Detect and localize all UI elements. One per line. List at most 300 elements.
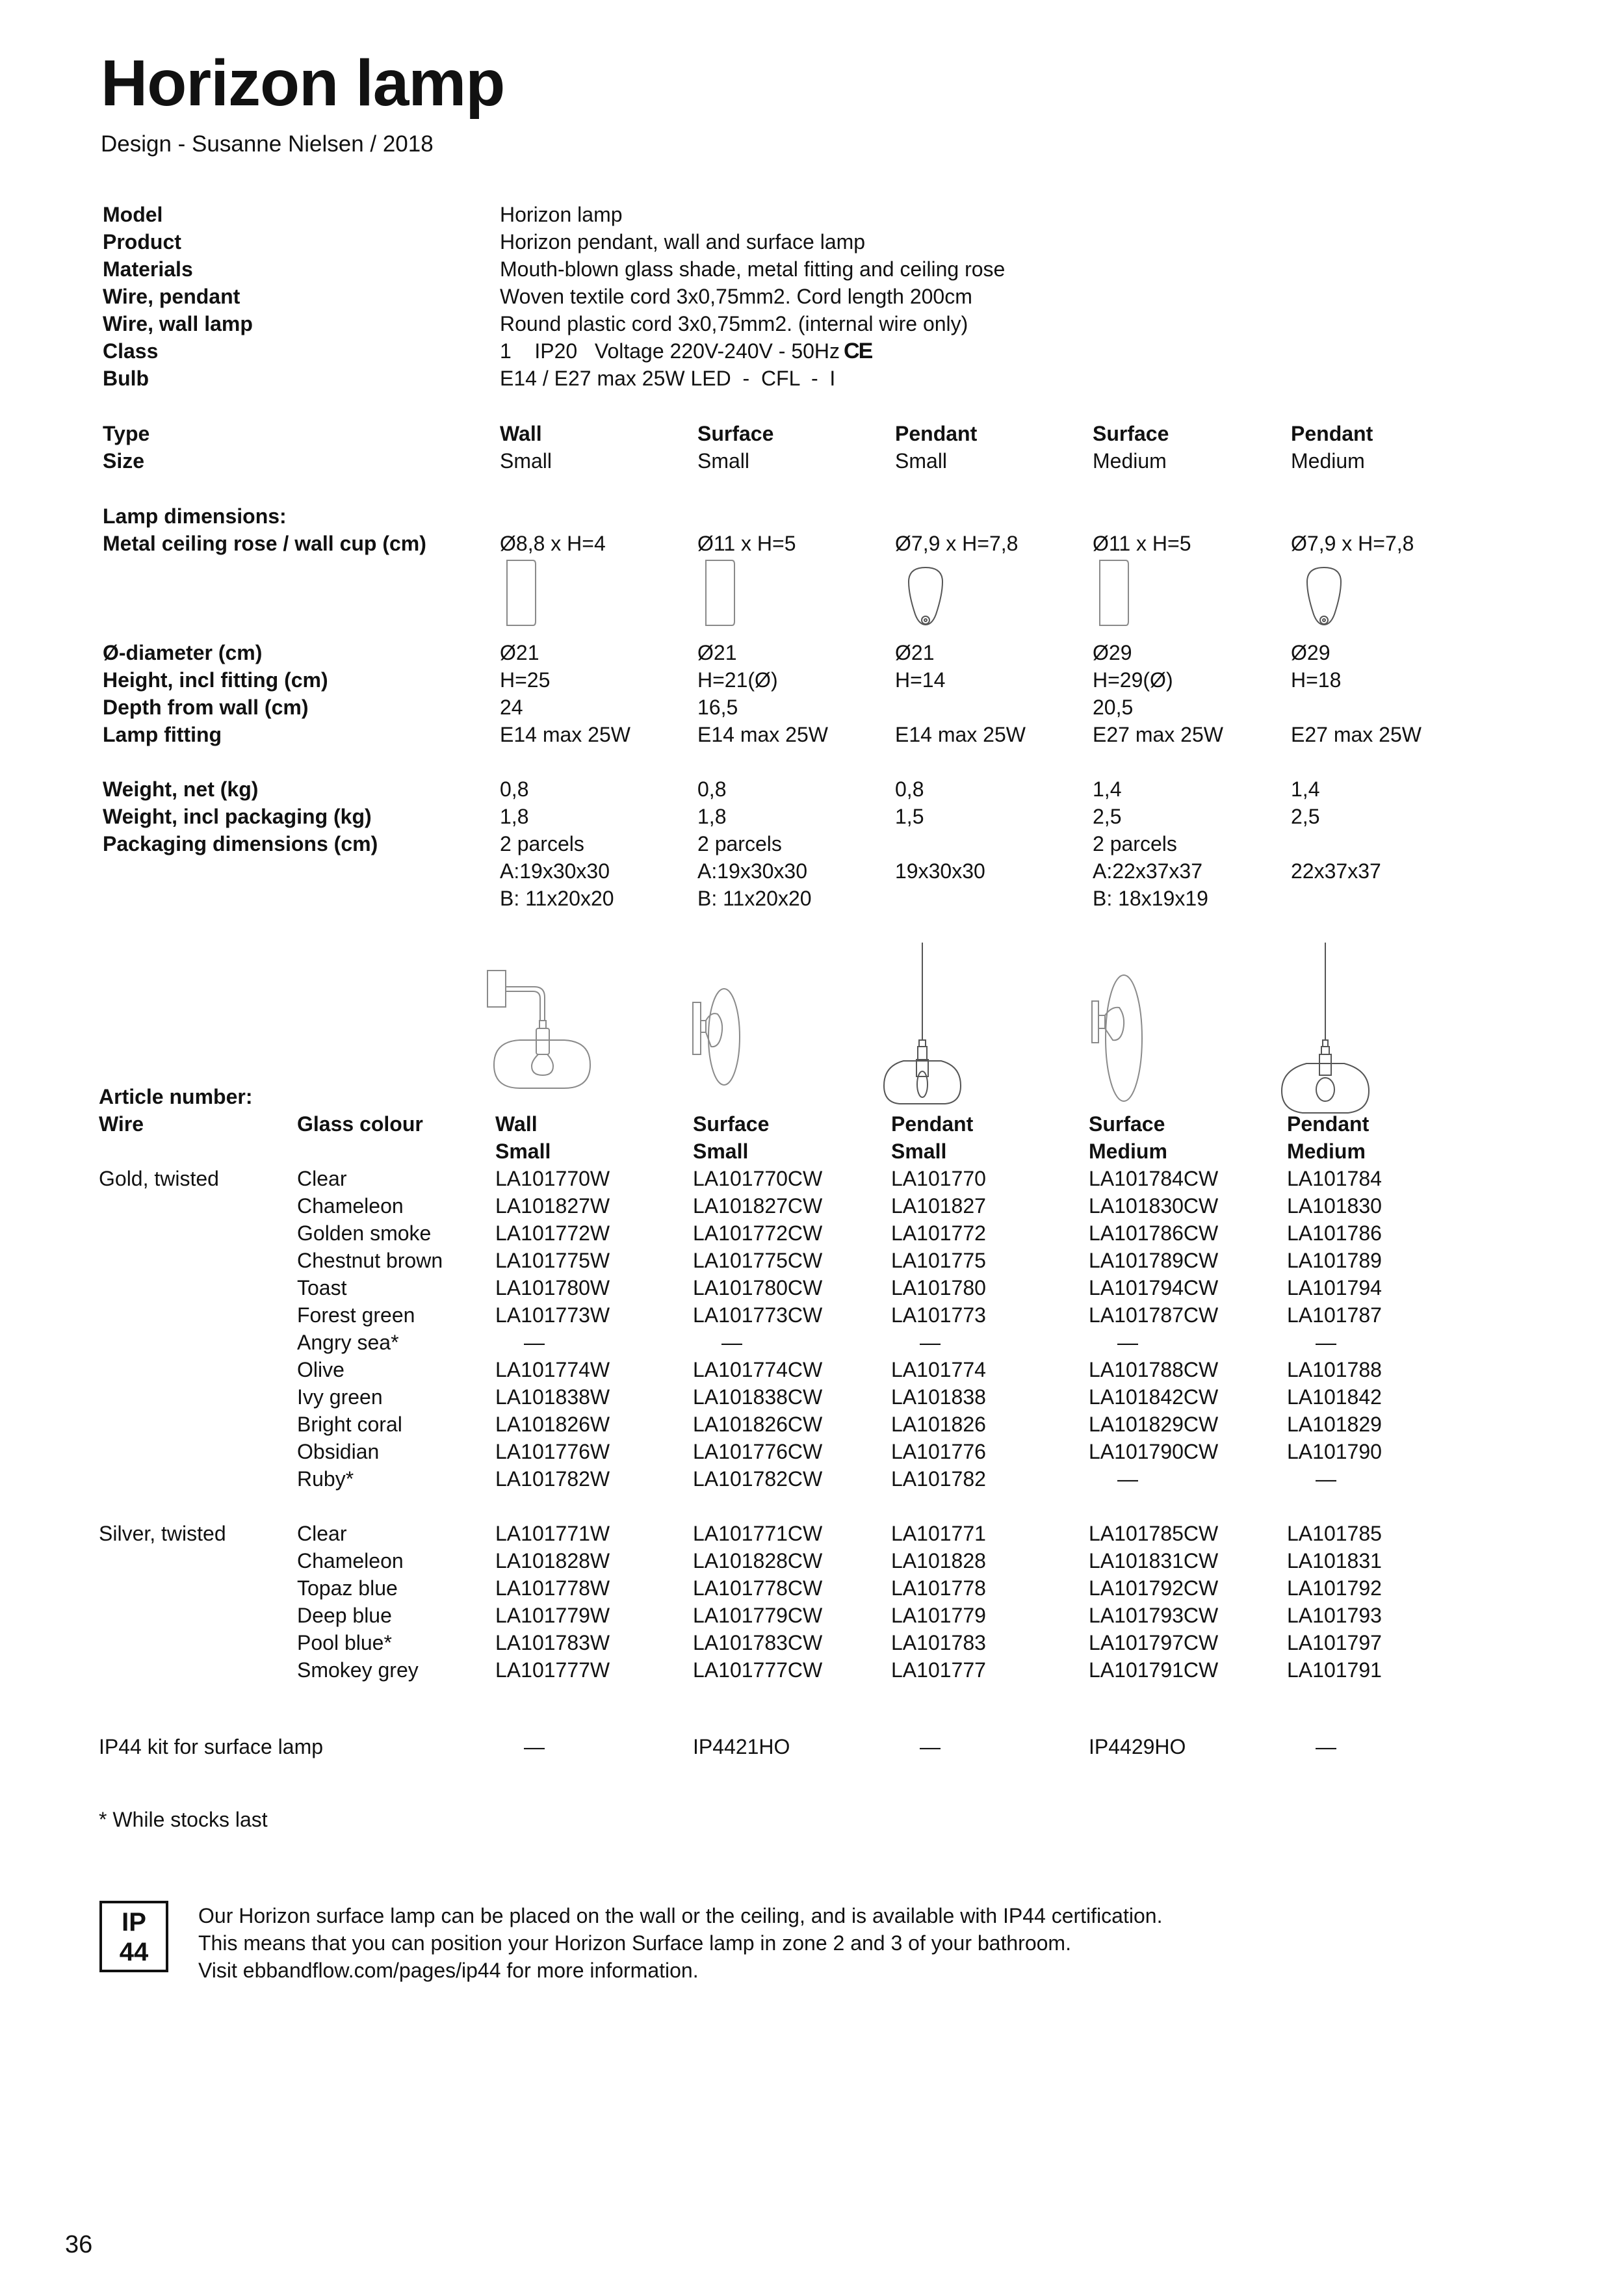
article-code-cell — [495, 1411, 610, 1438]
weight-cell: 2,5 — [1093, 805, 1122, 828]
article-code: LA101838 — [891, 1385, 986, 1409]
article-row — [0, 1656, 1623, 1684]
packaging-row-1 — [0, 830, 1623, 857]
dimensions-heading-row — [0, 502, 1623, 530]
diameter-label: Ø-diameter (cm) — [103, 641, 263, 664]
packaging-cell: 19x30x30 — [895, 859, 985, 883]
article-row — [0, 1165, 1623, 1192]
article-code-cell — [891, 1547, 986, 1574]
article-code: LA101828W — [495, 1549, 610, 1572]
article-code-cell — [693, 1602, 822, 1629]
wall-cup-icon — [1098, 559, 1131, 631]
article-code: LA101783 — [891, 1631, 986, 1654]
article-code: LA101773 — [891, 1303, 986, 1327]
packaging-cell: B: 11x20x20 — [697, 887, 812, 910]
article-code-cell — [693, 1574, 822, 1602]
article-code: LA101775W — [495, 1249, 610, 1272]
article-code-cell — [693, 1301, 822, 1329]
article-code-cell — [495, 1574, 610, 1602]
article-code: LA101772W — [495, 1221, 610, 1245]
diameter-row — [0, 639, 1623, 666]
article-code: LA101779 — [891, 1604, 986, 1627]
ce-mark-icon: CE — [844, 339, 872, 363]
diameter-cell: Ø21 — [500, 641, 539, 664]
dash: — — [524, 1735, 545, 1758]
articles-header-size-row — [0, 1138, 1623, 1165]
ip44-kit-cell — [1287, 1733, 1365, 1760]
article-code: LA101777W — [495, 1658, 610, 1682]
article-code-cell — [1089, 1247, 1218, 1274]
article-code-cell — [495, 1165, 610, 1192]
dash: — — [1316, 1467, 1336, 1491]
col-header-type: Pendant — [891, 1112, 974, 1136]
article-code: LA101783W — [495, 1631, 610, 1654]
glass-colour-cell: Topaz blue — [297, 1576, 398, 1600]
article-code: LA101780W — [495, 1276, 610, 1299]
article-code: LA101838CW — [693, 1385, 823, 1409]
article-code-cell — [1089, 1629, 1218, 1656]
article-code: LA101784 — [1287, 1167, 1382, 1190]
ip44-note-line: Visit ebbandflow.com/pages/ip44 for more information. — [198, 1959, 699, 1982]
article-code: LA101828 — [891, 1549, 986, 1572]
article-code: LA101770CW — [693, 1167, 823, 1190]
articles-header-row — [0, 1110, 1623, 1138]
size-cell: Medium — [1291, 449, 1365, 473]
article-code-cell — [1089, 1465, 1167, 1493]
article-code-cell — [891, 1301, 986, 1329]
article-code: LA101779CW — [693, 1604, 823, 1627]
packaging-row-2 — [0, 857, 1623, 885]
article-row — [0, 1192, 1623, 1220]
article-code: LA101797 — [1287, 1631, 1382, 1654]
glass-colour-cell: Ivy green — [297, 1385, 383, 1409]
article-code-cell — [693, 1411, 822, 1438]
dash: — — [1316, 1735, 1336, 1758]
glass-colour-cell: Bright coral — [297, 1413, 402, 1436]
dash: — — [920, 1735, 941, 1758]
glass-colour-cell: Clear — [297, 1167, 347, 1190]
weight-cell: 1,4 — [1291, 777, 1320, 801]
type-cell: Surface — [1093, 422, 1169, 445]
article-code-cell — [1089, 1301, 1218, 1329]
dash: — — [1316, 1331, 1336, 1354]
article-code-cell — [1287, 1629, 1382, 1656]
article-code-cell — [1089, 1192, 1218, 1220]
rose-cell: Ø8,8 x H=4 — [500, 532, 606, 555]
spec-label: Bulb — [103, 367, 149, 390]
article-code-cell — [891, 1356, 986, 1383]
glass-colour-cell: Chameleon — [297, 1194, 404, 1218]
article-code: LA101786 — [1287, 1221, 1382, 1245]
footnote: * While stocks last — [99, 1808, 268, 1831]
article-code: LA101777CW — [693, 1658, 823, 1682]
article-row — [0, 1247, 1623, 1274]
packaging-cell: A:22x37x37 — [1093, 859, 1203, 883]
article-code: LA101790CW — [1089, 1440, 1219, 1463]
article-code-cell — [1089, 1520, 1218, 1547]
article-code: LA101779W — [495, 1604, 610, 1627]
size-cell: Small — [697, 449, 750, 473]
article-code: LA101783CW — [693, 1631, 823, 1654]
glass-colour-cell: Golden smoke — [297, 1221, 432, 1245]
ip44-kit-label: IP44 kit for surface lamp — [99, 1735, 324, 1758]
article-code: LA101826 — [891, 1413, 986, 1436]
fitting-cell: E14 max 25W — [895, 723, 1026, 746]
article-code: LA101772CW — [693, 1221, 823, 1245]
article-code-cell — [693, 1547, 822, 1574]
fitting-row — [0, 721, 1623, 748]
article-code: LA101792CW — [1089, 1576, 1219, 1600]
ip44-badge-line: 44 — [119, 1938, 149, 1966]
glass-colour-cell: Chameleon — [297, 1549, 404, 1572]
article-code: LA101777 — [891, 1658, 986, 1682]
article-code: LA101776W — [495, 1440, 610, 1463]
article-row — [0, 1629, 1623, 1656]
article-code-cell — [693, 1356, 822, 1383]
ip44-note-line: This means that you can position your Horizon Surface lamp in zone 2 and 3 of your bathroom. — [198, 1931, 1071, 1955]
ip44-kit-cell — [495, 1733, 573, 1760]
article-code: LA101771 — [891, 1522, 986, 1545]
article-code-cell — [693, 1220, 822, 1247]
article-code: LA101771W — [495, 1522, 610, 1545]
article-code-cell — [1287, 1247, 1382, 1274]
height-cell: H=21(Ø) — [697, 668, 778, 692]
article-code-cell — [1287, 1383, 1382, 1411]
depth-cell: 20,5 — [1093, 696, 1134, 719]
packaging-cell: B: 11x20x20 — [500, 887, 614, 910]
article-code-cell — [495, 1465, 610, 1493]
glass-colour-cell: Deep blue — [297, 1604, 392, 1627]
article-code-cell — [693, 1629, 822, 1656]
article-code-cell — [495, 1520, 610, 1547]
spec-row-materials — [0, 255, 1623, 283]
article-code: LA101791CW — [1089, 1658, 1219, 1682]
spec-row-wire-wall — [0, 310, 1623, 337]
size-label: Size — [103, 449, 145, 473]
article-code-cell — [1287, 1411, 1382, 1438]
article-code: LA101793 — [1287, 1604, 1382, 1627]
article-code-cell — [495, 1220, 610, 1247]
height-cell: H=29(Ø) — [1093, 668, 1173, 692]
article-code-cell — [1089, 1547, 1218, 1574]
ip44-badge-icon — [99, 1901, 168, 1972]
article-code: LA101773CW — [693, 1303, 823, 1327]
glass-colour-cell: Ruby* — [297, 1467, 354, 1491]
diameter-cell: Ø29 — [1093, 641, 1132, 664]
size-row — [0, 447, 1623, 475]
article-code-cell — [693, 1383, 822, 1411]
depth-cell: 16,5 — [697, 696, 738, 719]
article-code: LA101830CW — [1089, 1194, 1219, 1218]
article-code-cell — [693, 1465, 822, 1493]
article-code: LA101774 — [891, 1358, 986, 1381]
footnote-row — [0, 1806, 1623, 1833]
article-code: LA101785CW — [1089, 1522, 1219, 1545]
dash: — — [1117, 1467, 1138, 1491]
article-code: LA101830 — [1287, 1194, 1382, 1218]
rose-row — [0, 530, 1623, 557]
article-code: LA101774W — [495, 1358, 610, 1381]
weight-cell: 0,8 — [697, 777, 727, 801]
diameter-cell: Ø29 — [1291, 641, 1331, 664]
article-code: LA101775CW — [693, 1249, 823, 1272]
article-code-cell — [891, 1192, 986, 1220]
diameter-cell: Ø21 — [697, 641, 737, 664]
spec-row-product — [0, 228, 1623, 255]
height-cell: H=18 — [1291, 668, 1342, 692]
packaging-cell: 2 parcels — [1093, 832, 1177, 855]
spec-label: Product — [103, 230, 181, 254]
article-code: LA101786CW — [1089, 1221, 1219, 1245]
col-header-size: Small — [891, 1140, 947, 1163]
article-row — [0, 1356, 1623, 1383]
article-code: LA101770 — [891, 1167, 986, 1190]
glass-colour-cell: Angry sea* — [297, 1331, 399, 1354]
article-code-cell — [1089, 1656, 1218, 1684]
spec-value-wrap — [500, 337, 872, 365]
packaging-cell: 2 parcels — [500, 832, 584, 855]
article-code-cell — [495, 1602, 610, 1629]
article-code-cell — [891, 1574, 986, 1602]
wire-header: Wire — [99, 1112, 144, 1136]
spec-value: Mouth-blown glass shade, metal fitting and ceiling rose — [500, 257, 1006, 281]
article-code: LA101838W — [495, 1385, 610, 1409]
wire-cell: Gold, twisted — [99, 1167, 219, 1190]
articles-heading: Article number: — [99, 1085, 253, 1108]
spec-value: 1 IP20 Voltage 220V-240V - 50Hz — [500, 339, 840, 363]
packaging-cell: B: 18x19x19 — [1093, 887, 1208, 910]
type-cell: Wall — [500, 422, 542, 445]
article-code-cell — [891, 1656, 986, 1684]
article-code: LA101793CW — [1089, 1604, 1219, 1627]
article-code-cell — [891, 1247, 986, 1274]
article-code: LA101794 — [1287, 1276, 1382, 1299]
article-code-cell — [1287, 1656, 1382, 1684]
article-code: LA101827 — [891, 1194, 986, 1218]
article-code-cell — [1287, 1192, 1382, 1220]
glass-colour-cell: Toast — [297, 1276, 347, 1299]
pendant-lamp-small-illustration — [884, 943, 962, 1105]
article-code: LA101775 — [891, 1249, 986, 1272]
glass-colour-cell: Smokey grey — [297, 1658, 419, 1682]
designer-credit: Design - Susanne Nielsen / 2018 — [101, 131, 434, 157]
weight-net-label: Weight, net (kg) — [103, 777, 259, 801]
article-code-cell — [693, 1656, 822, 1684]
article-code-cell — [891, 1411, 986, 1438]
article-code-cell — [495, 1192, 610, 1220]
spec-value: Horizon pendant, wall and surface lamp — [500, 230, 866, 254]
spec-row-bulb — [0, 365, 1623, 392]
article-code: LA101794CW — [1089, 1276, 1219, 1299]
spec-label: Materials — [103, 257, 193, 281]
height-cell: H=25 — [500, 668, 551, 692]
article-code: LA101790 — [1287, 1440, 1382, 1463]
article-code-cell — [1287, 1301, 1382, 1329]
ip44-badge-line: IP — [122, 1908, 146, 1937]
article-code: LA101787CW — [1089, 1303, 1219, 1327]
dimensions-heading: Lamp dimensions: — [103, 504, 287, 528]
article-code-cell — [693, 1329, 771, 1356]
type-row — [0, 420, 1623, 447]
weight-cell: 2,5 — [1291, 805, 1320, 828]
spec-label: Wire, wall lamp — [103, 312, 253, 335]
article-code: LA101785 — [1287, 1522, 1382, 1545]
size-cell: Small — [500, 449, 552, 473]
dash: — — [721, 1331, 742, 1354]
article-code-cell — [693, 1192, 822, 1220]
article-code-cell — [1089, 1220, 1218, 1247]
article-row — [0, 1329, 1623, 1356]
article-code-cell — [1089, 1383, 1218, 1411]
article-code-cell — [495, 1247, 610, 1274]
article-code-cell — [495, 1274, 610, 1301]
article-code-cell — [1089, 1329, 1167, 1356]
ip44-note — [198, 1902, 1162, 1984]
glass-colour-cell: Olive — [297, 1358, 344, 1381]
spec-value: Woven textile cord 3x0,75mm2. Cord length 200cm — [500, 285, 972, 308]
ip44-note-line: Our Horizon surface lamp can be placed on the wall or the ceiling, and is available with IP44 certification. — [198, 1904, 1163, 1927]
spec-label: Class — [103, 339, 159, 363]
article-code-cell — [1287, 1520, 1382, 1547]
wire-cell: Silver, twisted — [99, 1522, 226, 1545]
wall-cup-icon — [705, 559, 737, 631]
article-code-cell — [1089, 1356, 1218, 1383]
article-code-cell — [693, 1438, 822, 1465]
weight-net-row — [0, 776, 1623, 803]
spec-label: Wire, pendant — [103, 285, 240, 308]
glass-colour-header: Glass colour — [297, 1112, 423, 1136]
article-code: LA101827W — [495, 1194, 610, 1218]
fitting-cell: E14 max 25W — [697, 723, 828, 746]
article-code: LA101772 — [891, 1221, 986, 1245]
article-code-cell — [1287, 1356, 1382, 1383]
type-cell: Pendant — [1291, 422, 1373, 445]
spec-label: Model — [103, 203, 163, 226]
page-number: 36 — [65, 2231, 93, 2258]
article-code: LA101789CW — [1089, 1249, 1219, 1272]
dash: — — [1117, 1331, 1138, 1354]
glass-colour-cell: Clear — [297, 1522, 347, 1545]
wall-lamp-small-illustration — [455, 936, 650, 1105]
col-header-type: Surface — [693, 1112, 770, 1136]
type-cell: Pendant — [895, 422, 978, 445]
rose-cell: Ø11 x H=5 — [1093, 532, 1191, 555]
article-code: LA101842 — [1287, 1385, 1382, 1409]
spec-value: Round plastic cord 3x0,75mm2. (internal wire only) — [500, 312, 968, 335]
article-code-cell — [1287, 1574, 1382, 1602]
article-code-cell — [891, 1274, 986, 1301]
article-code-cell — [1287, 1547, 1382, 1574]
article-code-cell — [495, 1547, 610, 1574]
article-code-cell — [1089, 1411, 1218, 1438]
weight-cell: 0,8 — [500, 777, 529, 801]
packaging-cell: 22x37x37 — [1291, 859, 1381, 883]
article-code: LA101780CW — [693, 1276, 823, 1299]
height-label: Height, incl fitting (cm) — [103, 668, 328, 692]
packaging-cell: 2 parcels — [697, 832, 782, 855]
col-header-type: Wall — [495, 1112, 538, 1136]
article-row — [0, 1411, 1623, 1438]
article-code-cell — [693, 1247, 822, 1274]
dash: — — [524, 1331, 545, 1354]
article-code: LA101788CW — [1089, 1358, 1219, 1381]
article-code: LA101771CW — [693, 1522, 823, 1545]
article-row — [0, 1220, 1623, 1247]
article-code: LA101774CW — [693, 1358, 823, 1381]
depth-cell: 24 — [500, 696, 523, 719]
article-code: LA101792 — [1287, 1576, 1382, 1600]
article-code-cell — [891, 1329, 969, 1356]
glass-colour-cell: Pool blue* — [297, 1631, 392, 1654]
col-header-size: Small — [693, 1140, 749, 1163]
weight-cell: 1,8 — [697, 805, 727, 828]
article-code-cell — [891, 1465, 986, 1493]
article-code-cell — [1287, 1602, 1382, 1629]
spec-row-wire-pendant — [0, 283, 1623, 310]
wall-cup-icon — [506, 559, 538, 631]
rose-cell: Ø7,9 x H=7,8 — [895, 532, 1019, 555]
glass-colour-cell: Forest green — [297, 1303, 415, 1327]
article-code-cell — [891, 1629, 986, 1656]
article-code-cell — [693, 1165, 822, 1192]
article-code: LA101773W — [495, 1303, 610, 1327]
page-title: Horizon lamp — [101, 47, 505, 120]
height-cell: H=14 — [895, 668, 946, 692]
article-code: LA101784CW — [1089, 1167, 1219, 1190]
article-code-cell — [891, 1520, 986, 1547]
ip44-kit-cell: IP4429HO — [1089, 1735, 1186, 1758]
article-row — [0, 1301, 1623, 1329]
article-code: LA101770W — [495, 1167, 610, 1190]
weight-cell: 1,5 — [895, 805, 924, 828]
article-code-cell — [1089, 1602, 1218, 1629]
article-code-cell — [891, 1602, 986, 1629]
fitting-cell: E27 max 25W — [1291, 723, 1422, 746]
article-code: LA101831CW — [1089, 1549, 1219, 1572]
weight-gross-row — [0, 803, 1623, 830]
article-row — [0, 1438, 1623, 1465]
article-code: LA101782CW — [693, 1467, 823, 1491]
article-code-cell — [1089, 1438, 1218, 1465]
rose-label: Metal ceiling rose / wall cup (cm) — [103, 532, 426, 555]
size-cell: Small — [895, 449, 948, 473]
article-code-cell — [495, 1356, 610, 1383]
packaging-row-3 — [0, 885, 1623, 912]
weight-cell: 0,8 — [895, 777, 924, 801]
article-code-cell — [1287, 1438, 1382, 1465]
article-code-cell — [891, 1165, 986, 1192]
article-code: LA101831 — [1287, 1549, 1382, 1572]
article-code-cell — [495, 1329, 573, 1356]
article-code-cell — [1287, 1274, 1382, 1301]
article-code: LA101842CW — [1089, 1385, 1219, 1409]
article-code-cell — [1287, 1329, 1365, 1356]
article-code-cell — [1287, 1165, 1382, 1192]
article-code: LA101787 — [1287, 1303, 1382, 1327]
diameter-cell: Ø21 — [895, 641, 935, 664]
fitting-cell: E14 max 25W — [500, 723, 630, 746]
article-code: LA101829CW — [1089, 1413, 1219, 1436]
type-label: Type — [103, 422, 150, 445]
article-code-cell — [1089, 1274, 1218, 1301]
article-code: LA101778W — [495, 1576, 610, 1600]
article-code: LA101797CW — [1089, 1631, 1219, 1654]
article-code-cell — [495, 1301, 610, 1329]
glass-colour-cell: Obsidian — [297, 1440, 380, 1463]
col-header-size: Small — [495, 1140, 551, 1163]
article-row — [0, 1547, 1623, 1574]
article-code: LA101829 — [1287, 1413, 1382, 1436]
